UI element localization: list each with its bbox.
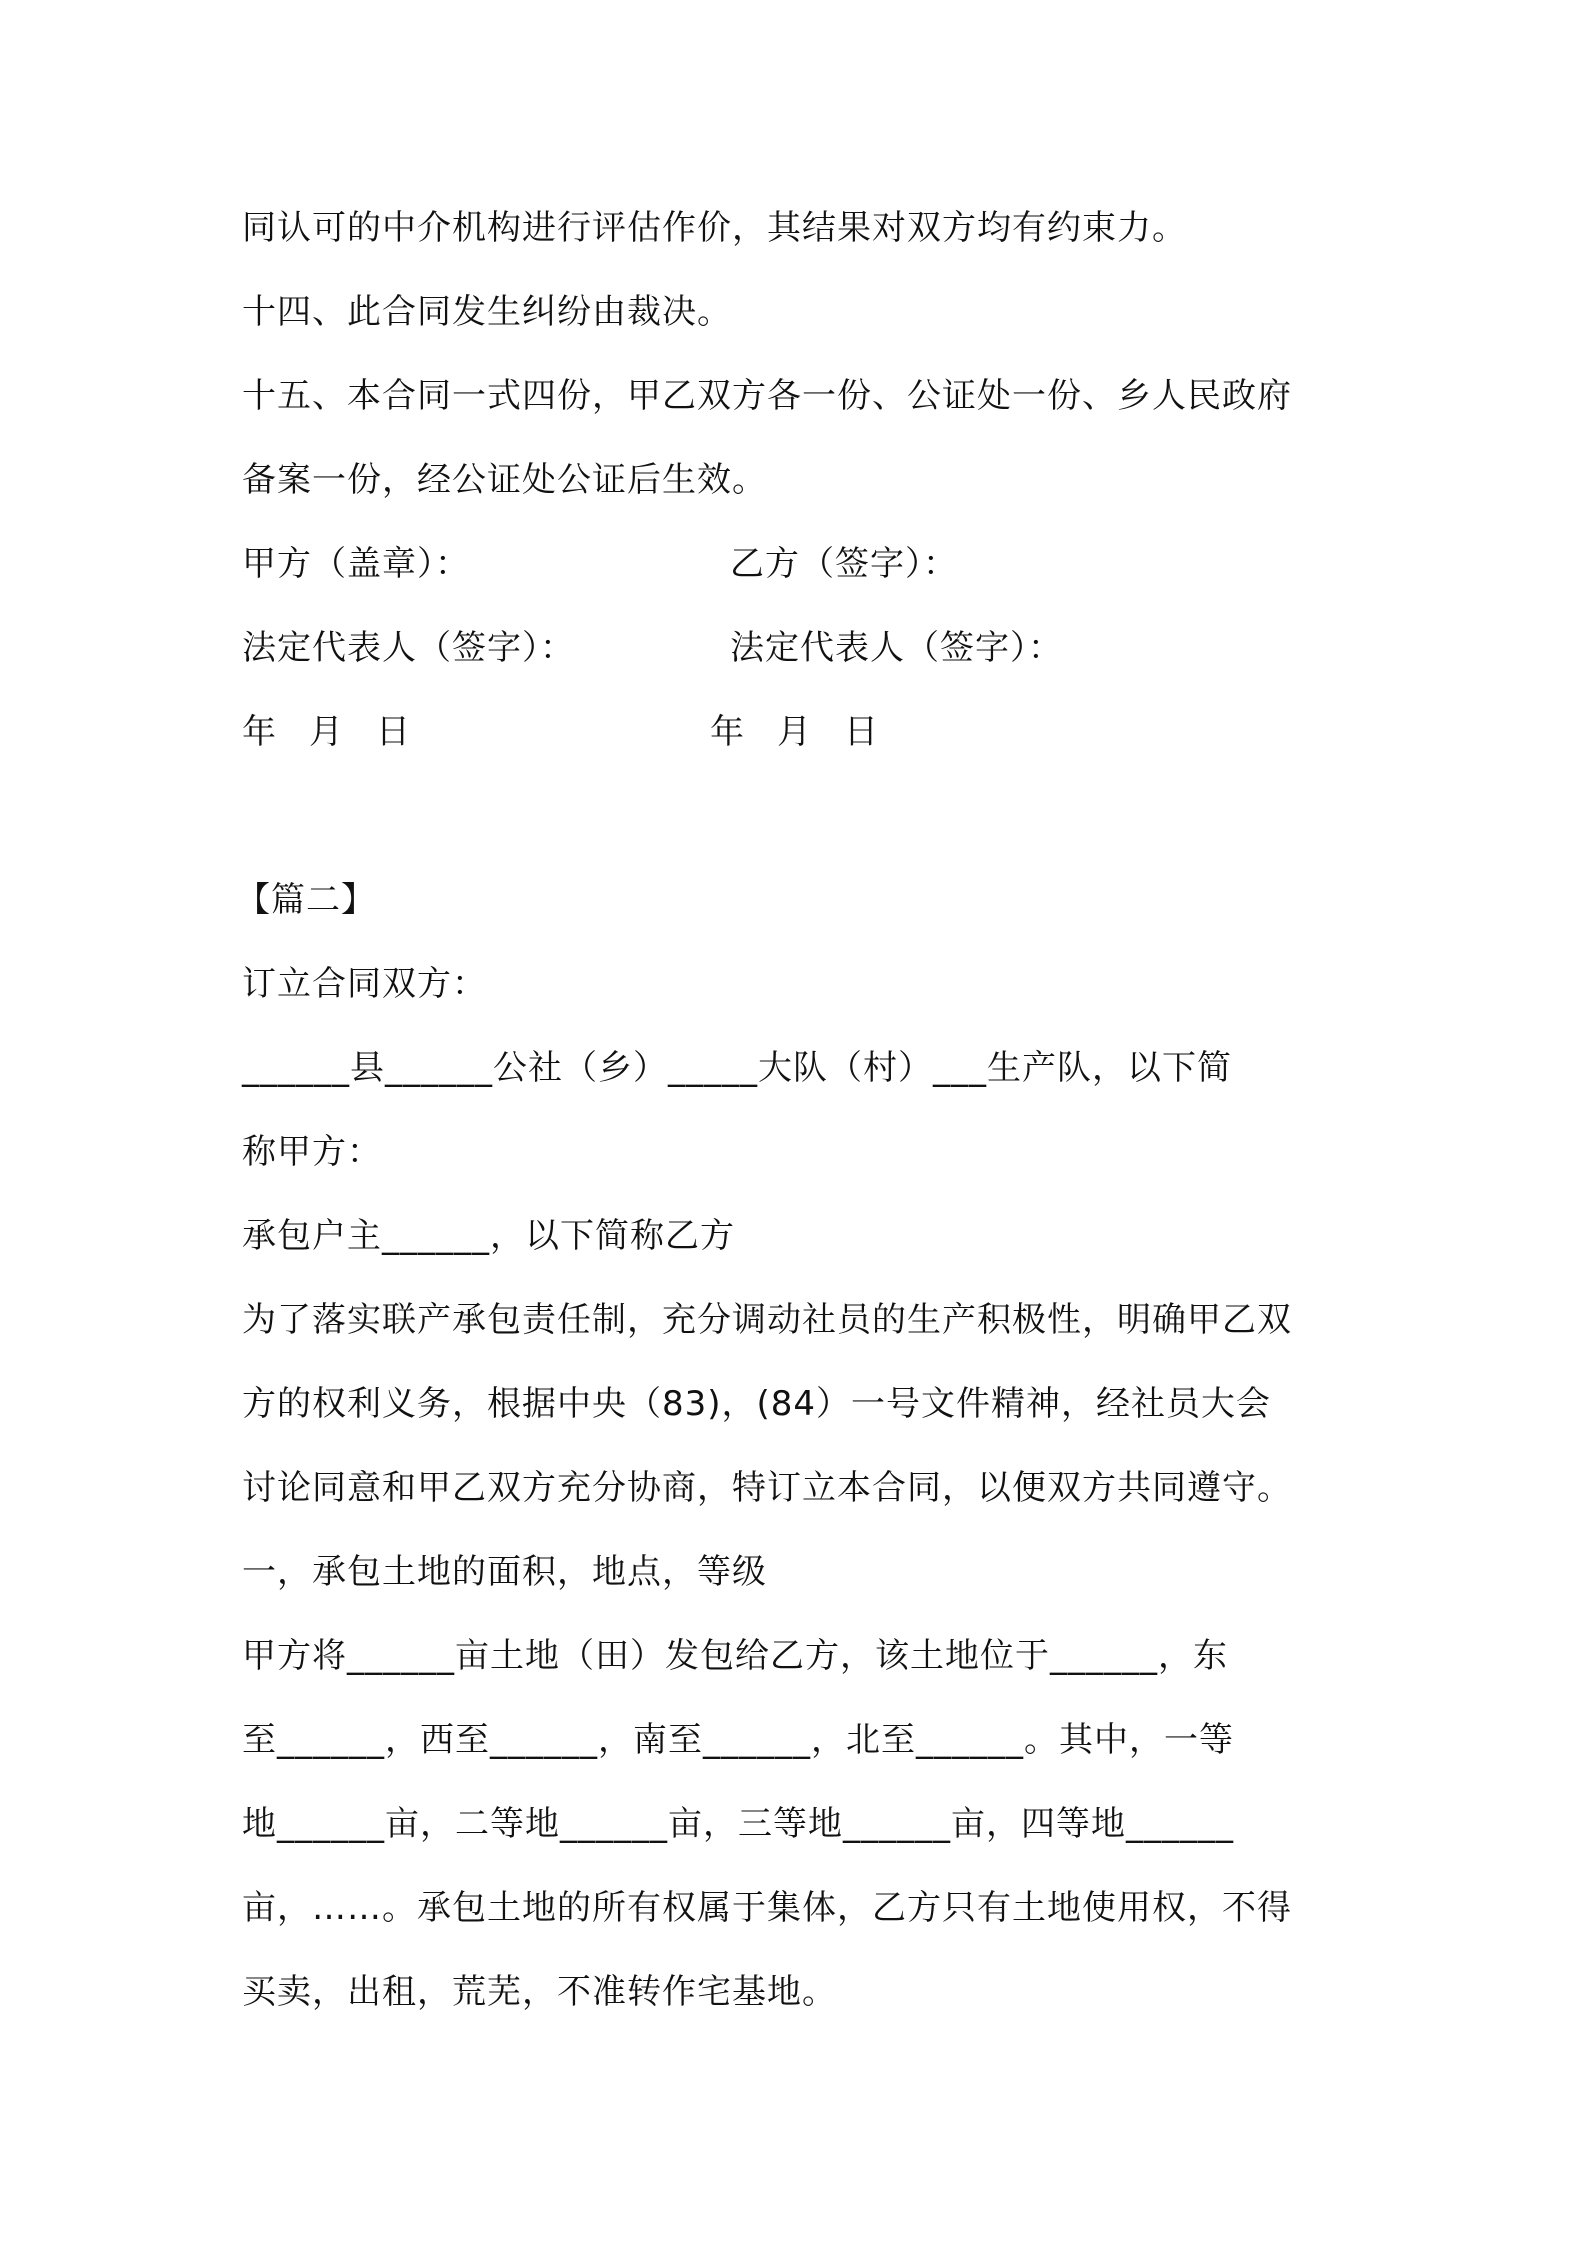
article-1-line: 亩，……。承包土地的所有权属于集体，乙方只有土地使用权，不得 — [242, 1888, 1292, 1928]
day-label: 日 — [844, 712, 879, 752]
contract-parties-label: 订立合同双方： — [242, 964, 487, 1004]
article-1-heading: 一，承包土地的面积，地点，等级 — [242, 1552, 767, 1592]
month-label: 月 — [777, 712, 812, 752]
party-a-seal-label: 甲方（盖章）： — [242, 544, 470, 584]
article-1-line: 至______，西至______，南至______，北至______。其中，一等 — [242, 1720, 1234, 1760]
section-heading: 【篇二】 — [236, 880, 376, 920]
party-a-rep-label: 法定代表人（签字）： — [242, 628, 575, 668]
party-a-description-continued: 称甲方： — [242, 1132, 382, 1172]
purpose-paragraph-line: 为了落实联产承包责任制，充分调动社员的生产积极性，明确甲乙双 — [242, 1300, 1292, 1340]
purpose-paragraph-line: 方的权利义务，根据中央（83)，(84）一号文件精神，经社员大会 — [242, 1384, 1272, 1424]
clause-15-continued: 备案一份，经公证处公证后生效。 — [242, 460, 767, 500]
party-b-description: 承包户主______，以下简称乙方 — [242, 1216, 735, 1256]
party-b-sign-label: 乙方（签字）： — [730, 544, 958, 584]
party-a-date — [242, 708, 411, 756]
article-1-line: 地______亩，二等地______亩，三等地______亩，四等地______ — [242, 1804, 1234, 1844]
clause-15: 十五、本合同一式四份，甲乙双方各一份、公证处一份、乡人民政府 — [242, 376, 1292, 416]
year-label: 年 — [710, 712, 745, 752]
paragraph-line: 同认可的中介机构进行评估作价，其结果对双方均有约束力。 — [242, 208, 1187, 248]
day-label: 日 — [376, 712, 411, 752]
article-1-line: 买卖，出租，荒芜，不准转作宅基地。 — [242, 1972, 837, 2012]
party-b-rep-label: 法定代表人（签字）： — [730, 628, 1063, 668]
article-1-line: 甲方将______亩土地（田）发包给乙方，该土地位于______，东 — [242, 1636, 1228, 1676]
purpose-paragraph-line: 讨论同意和甲乙双方充分协商，特订立本合同，以便双方共同遵守。 — [242, 1468, 1292, 1508]
clause-14: 十四、此合同发生纠纷由裁决。 — [242, 292, 732, 332]
party-b-date — [710, 708, 879, 756]
year-label: 年 — [242, 712, 277, 752]
party-a-description: ______县______公社（乡）_____大队（村）___生产队，以下简 — [242, 1048, 1232, 1088]
month-label: 月 — [309, 712, 344, 752]
